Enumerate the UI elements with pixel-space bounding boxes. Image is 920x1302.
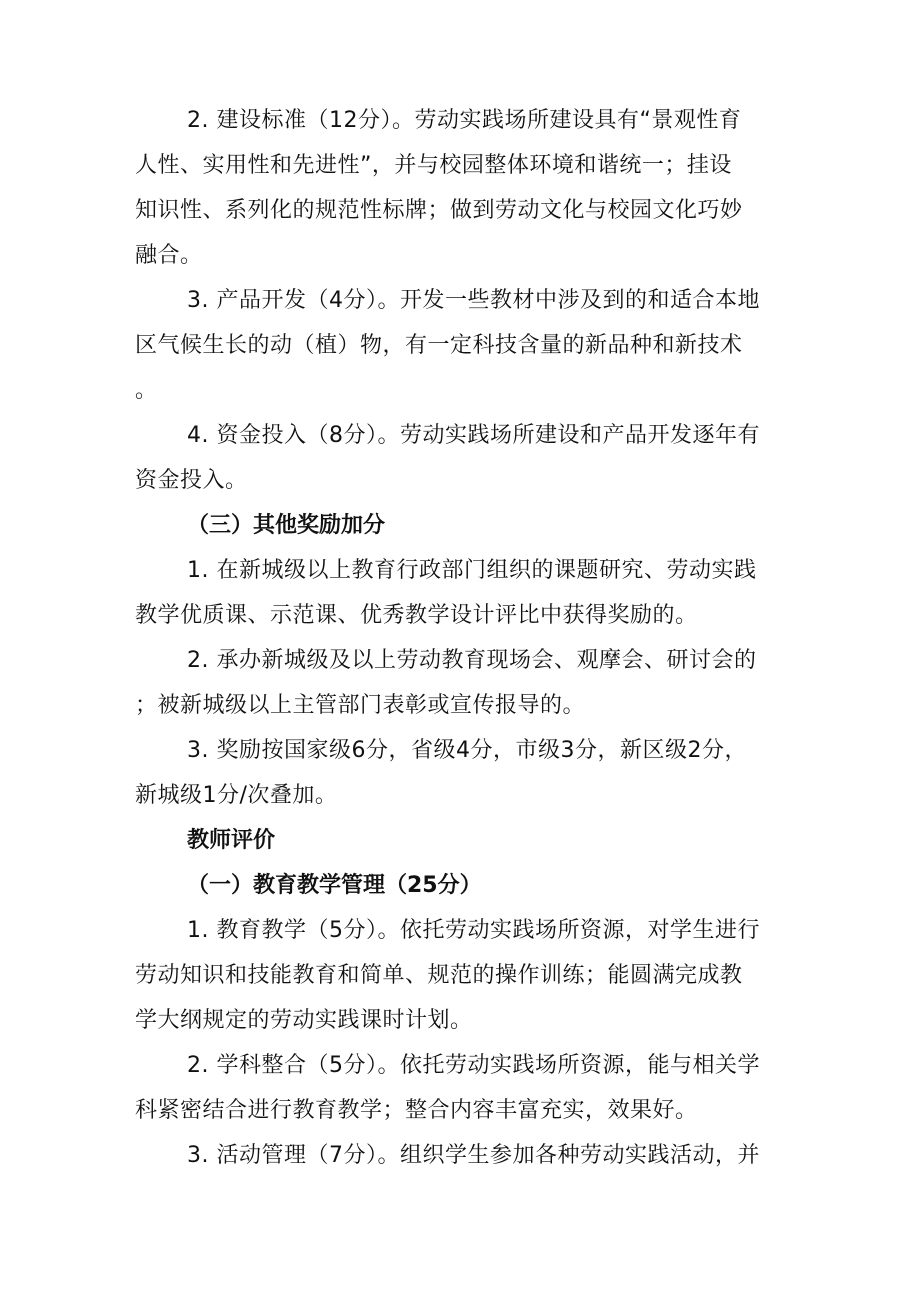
body-paragraph <box>135 908 800 1043</box>
paragraph-line: 融合。 <box>135 243 203 268</box>
paragraph-line: 资金投入。 <box>135 468 248 493</box>
body-paragraph <box>135 638 800 728</box>
paragraph-line: 人性、实用性和先进性”，并与校园整体环境和谐统一；挂设 <box>135 153 732 178</box>
paragraph-line: 3. 奖励按国家级6分，省级4分，市级3分，新区级2分， <box>187 738 747 763</box>
paragraph-line: 2. 学科整合（5分）。依托劳动实践场所资源，能与相关学 <box>187 1053 760 1078</box>
body-paragraph <box>135 728 800 818</box>
paragraph-line: 3. 活动管理（7分）。组织学生参加各种劳动实践活动，并 <box>187 1143 760 1168</box>
paragraph-line: 1. 在新城级以上教育行政部门组织的课题研究、劳动实践 <box>187 558 757 583</box>
paragraph-line: 劳动知识和技能教育和简单、规范的操作训练；能圆满完成教 <box>135 963 743 988</box>
section-heading: （一）教育教学管理（25分） <box>187 873 482 898</box>
body-paragraph <box>135 98 800 278</box>
paragraph-line: 区气候生长的动（植）物，有一定科技含量的新品种和新技术 <box>135 333 743 358</box>
paragraph-line: 2. 建设标准（12分）。劳动实践场所建设具有“景观性育 <box>187 108 742 133</box>
document-body <box>135 98 800 1178</box>
paragraph-line: 4. 资金投入（8分）。劳动实践场所建设和产品开发逐年有 <box>187 423 760 448</box>
paragraph-line: 知识性、系列化的规范性标牌；做到劳动文化与校园文化巧妙 <box>135 198 743 223</box>
paragraph-line: 学大纲规定的劳动实践课时计划。 <box>135 1008 473 1033</box>
body-paragraph <box>135 548 800 638</box>
section-heading: 教师评价 <box>187 828 276 853</box>
paragraph-line: 1. 教育教学（5分）。依托劳动实践场所资源，对学生进行 <box>187 918 760 943</box>
body-paragraph <box>135 413 800 503</box>
paragraph-line: 。 <box>135 378 158 403</box>
body-paragraph <box>135 1043 800 1133</box>
body-paragraph <box>135 278 800 413</box>
paragraph-line: ；被新城级以上主管部门表彰或宣传报导的。 <box>135 693 586 718</box>
paragraph-line: 3. 产品开发（4分）。开发一些教材中涉及到的和适合本地 <box>187 288 760 313</box>
paragraph-line: 2. 承办新城级及以上劳动教育现场会、观摩会、研讨会的 <box>187 648 757 673</box>
section-heading: （三）其他奖励加分 <box>187 513 386 538</box>
body-paragraph <box>135 1133 800 1178</box>
paragraph-line: 科紧密结合进行教育教学；整合内容丰富充实，效果好。 <box>135 1098 698 1123</box>
paragraph-line: 新城级1分/次叠加。 <box>135 783 338 808</box>
paragraph-line: 教学优质课、示范课、优秀教学设计评比中获得奖励的。 <box>135 603 698 628</box>
